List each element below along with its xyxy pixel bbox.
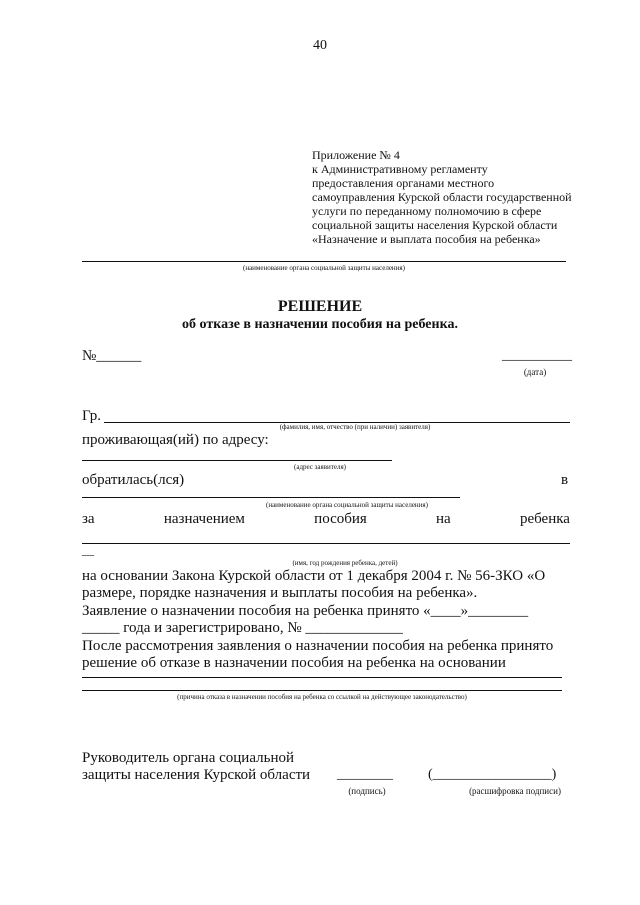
- decoding-caption: (расшифровка подписи): [469, 786, 561, 796]
- purpose-line: [82, 511, 570, 528]
- citizen-label: Гр.: [82, 408, 101, 424]
- authority-caption: (наименование органа социальной защиты населения): [243, 264, 405, 272]
- purpose-word: за: [82, 511, 95, 527]
- date-caption: (дата): [523, 367, 547, 377]
- appendix-line: самоуправления Курской области государственной: [312, 190, 572, 204]
- signature-blank: ________: [337, 767, 393, 782]
- authority2-line: [82, 497, 460, 498]
- head-line-2: защиты населения Курской области: [82, 767, 311, 783]
- page-number: 40: [313, 38, 327, 53]
- child-caption: (имя, год рождения ребенка, детей): [292, 559, 398, 567]
- authority-line: [82, 261, 566, 262]
- appendix-line: Приложение № 4: [312, 148, 400, 162]
- purpose-word: пособия: [314, 511, 367, 527]
- reason-line-1: [82, 677, 562, 678]
- in-word: в: [561, 472, 569, 488]
- residing-label: проживающая(ий) по адресу:: [82, 432, 269, 448]
- dash: —: [82, 547, 94, 561]
- authority2-caption: (наименование органа социальной защиты населения): [266, 501, 428, 509]
- number-field: №______: [82, 348, 142, 364]
- fio-caption: (фамилия, имя, отчество (при наличии) заявителя): [279, 423, 431, 431]
- appendix-line: услуги по переданному полномочию в сфере: [312, 204, 542, 218]
- purpose-word: ребенка: [519, 511, 570, 527]
- decision-title: РЕШЕНИЕ: [277, 298, 363, 315]
- purpose-word: на: [436, 511, 451, 527]
- reason-line-2: [82, 690, 562, 691]
- purpose-word: назначением: [163, 511, 245, 527]
- applied-label: обратилась(лся): [82, 472, 185, 488]
- application-line: Заявление о назначении пособия на ребенка принято «____»________: [82, 603, 529, 619]
- appendix-line: социальной защиты населения Курской области: [312, 218, 558, 232]
- after-line-2: решение об отказе в назначении пособия на ребенка на основании: [82, 655, 506, 671]
- law-line-1: на основании Закона Курской области от 1 декабря 2004 г. № 56-ЗКО «О: [82, 568, 546, 584]
- after-line-1: После рассмотрения заявления о назначении пособия на ребенка принято: [82, 638, 554, 654]
- head-line-1: Руководитель органа социальной: [82, 750, 294, 766]
- date-blank: __________: [502, 348, 572, 363]
- appendix-line: к Административному регламенту: [312, 162, 488, 176]
- decoding-blank: (_________________): [428, 767, 557, 782]
- reason-caption: (причина отказа в назначении пособия на ребенка со ссылкой на действующее законодательство): [177, 693, 467, 701]
- appendix-line: «Назначение и выплата пособия на ребенка»: [312, 232, 541, 246]
- decision-subtitle: об отказе в назначении пособия на ребенка.: [182, 317, 458, 332]
- law-line-2: размере, порядке назначения и выплаты пособия на ребенка».: [82, 585, 478, 601]
- signature-caption: (подпись): [348, 786, 386, 796]
- appendix-line: предоставления органами местного: [312, 176, 495, 190]
- appendix-block: [312, 148, 572, 246]
- address-caption: (адрес заявителя): [294, 463, 346, 471]
- registered-line: _____ года и зарегистрировано, № _____________: [82, 620, 403, 636]
- child-line: [82, 543, 570, 544]
- address-line: [82, 460, 392, 461]
